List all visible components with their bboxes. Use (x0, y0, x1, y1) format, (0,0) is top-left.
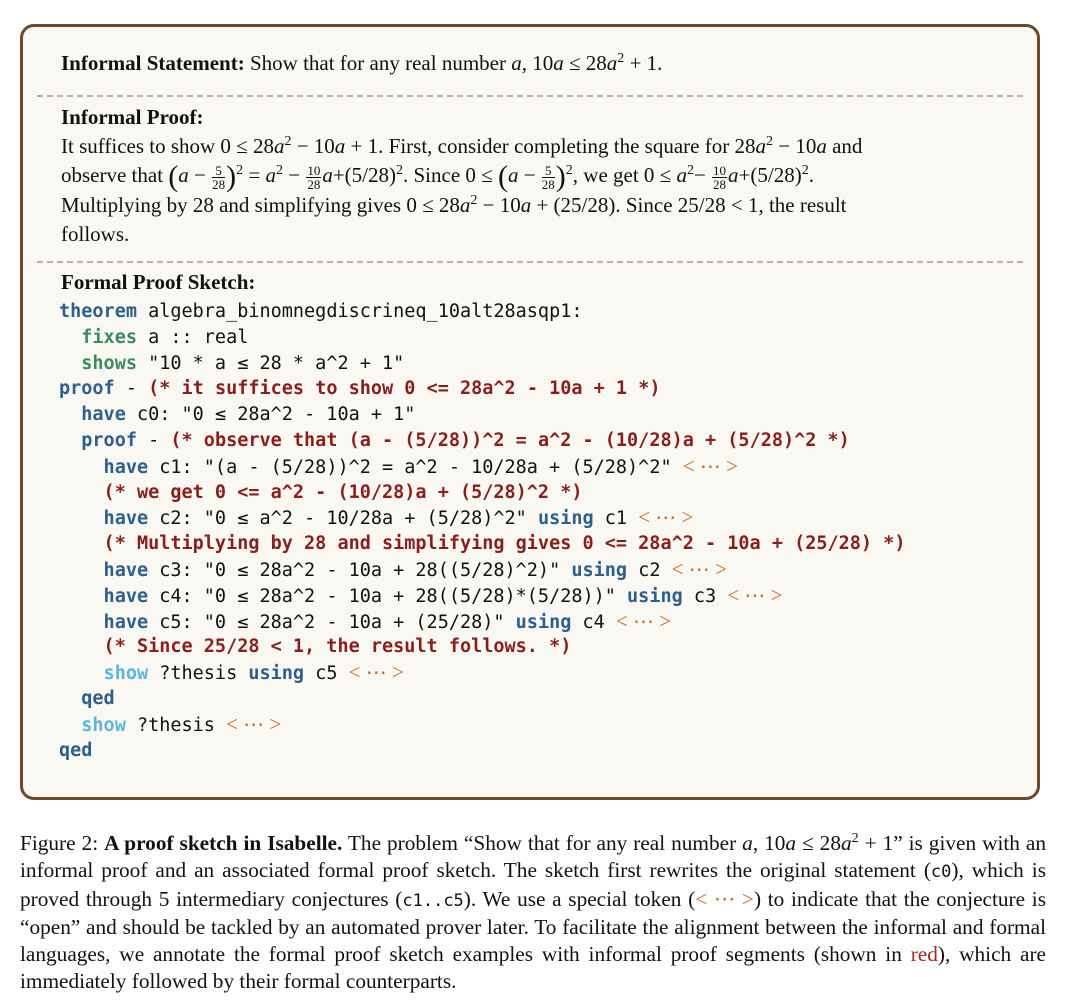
caption-label: Figure 2: (20, 831, 99, 855)
informal-proof (61, 103, 1003, 249)
code-token: c5 (304, 663, 349, 685)
proof-line-1: It suffices to show $0 \le 28a^2 - 10a + 1$. First, consider completing the square for $28a^2 - 10a$ and (61, 134, 863, 158)
code-token: proof (59, 429, 137, 451)
code-line (59, 557, 905, 583)
code-token: have (59, 456, 149, 478)
code-line (59, 480, 905, 506)
figure-caption: Figure 2: A proof sketch in Isabelle. The problem “Show that for any real number a, $10a \le 28a^2 + 1$” is given with an informal proof and an associated formal proof sketch. The sketch first rewrites the original statement (c0), which is proved through 5 intermediary conjectures (c1..c5). We use a special token (< ⋯ >) to indicate that the conjecture is “open” and should be tackled by an automated prover later. To facilitate the alignment between the informal and formal languages, we annotate the formal proof sketch examples with informal proof segments (shown in red), which are immediately followed by their formal counterparts. (20, 830, 1047, 993)
code-token: shows (59, 352, 137, 374)
open-token: < ⋯ > (348, 660, 404, 685)
code-token: c4 (571, 611, 616, 633)
proof-line-2: observe that (a − $\frac{5}{28}$ )$^2 = a^2$ − $\frac{10}{28}$ $a+(5/28)^2$. Since 0 ≤ (a − $\frac{5}{28}$ )$^2$, we get $0 \le a^2-$ $\frac{10}{28}$ $a+(5/28)^2$. (61, 160, 814, 193)
code-line (59, 583, 905, 609)
caption-title: A proof sketch in Isabelle. (104, 831, 343, 855)
code-token: c3: "0 ≤ 28a^2 - 10a + 28((5/28)^2)" (148, 559, 572, 581)
code-token: using (627, 585, 683, 607)
statement-heading: Informal Statement: (61, 51, 245, 75)
code-token: have (59, 611, 149, 633)
code-token: ?thesis (148, 663, 249, 685)
open-token: < ⋯ > (638, 505, 694, 530)
open-token: < ⋯ > (682, 453, 738, 478)
code-token: - (114, 378, 149, 400)
code-token: show (59, 714, 126, 736)
sketch-heading: Formal Proof Sketch: (61, 270, 256, 294)
code-token: a :: real (136, 326, 249, 348)
code-line (59, 325, 905, 351)
statement-text: Show that for any real number (249, 51, 506, 75)
code-token: c2 (627, 559, 672, 581)
code-line (59, 505, 905, 531)
code-token: c1: "(a - (5/28))^2 = a^2 - 10/28a + (5/28)^2" (148, 456, 683, 478)
code-token: algebra_binomnegdiscrineq_10alt28asqp1: (136, 301, 583, 322)
informal-comment: (* observe that (a - (5/28))^2 = a^2 - (10/28)a + (5/28)^2 *) (170, 429, 850, 451)
code-token: c0: "0 ≤ 28a^2 - 10a + 1" (125, 404, 416, 426)
code-line (59, 428, 905, 454)
divider (37, 261, 1023, 263)
code-line (59, 376, 905, 402)
informal-comment: (* it suffices to show 0 <= 28a^2 - 10a + 1 *) (148, 378, 661, 400)
formal-sketch-heading-wrap (61, 268, 1003, 297)
code-line (59, 686, 905, 712)
proof-heading: Informal Proof: (61, 105, 204, 129)
code-line (59, 454, 905, 480)
code-token: using (571, 559, 628, 581)
open-token: < ⋯ > (727, 582, 783, 607)
informal-comment: (* we get 0 <= a^2 - (10/28)a + (5/28)^2 *) (59, 481, 583, 503)
code-token: using (248, 663, 305, 685)
proof-line-4: follows. (61, 222, 130, 246)
code-line (59, 609, 905, 635)
code-line (59, 531, 905, 557)
informal-statement: Informal Statement: Show that for any real number a, $10a \le 28a^2 + 1$. (61, 51, 663, 75)
code-token: using (515, 611, 572, 633)
code-token: show (59, 663, 149, 685)
informal-comment: (* Since 25/28 < 1, the result follows. *) (59, 636, 572, 658)
code-token: have (59, 508, 149, 530)
code-line (59, 634, 905, 660)
code-line (59, 351, 905, 377)
code-token: ?thesis (125, 714, 227, 736)
formal-proof-code (59, 299, 905, 763)
code-line (59, 660, 905, 686)
informal-comment: (* Multiplying by 28 and simplifying gives 0 <= 28a^2 - 10a + (25/28) *) (59, 533, 906, 555)
code-line (59, 712, 905, 738)
open-token: < ⋯ > (695, 886, 754, 911)
divider (37, 95, 1023, 97)
code-token: theorem (59, 301, 137, 322)
code-token: have (59, 559, 149, 581)
open-token: < ⋯ > (671, 556, 727, 581)
code-token: c1 (593, 508, 639, 530)
code-token: "10 * a ≤ 28 * a^2 + 1" (136, 352, 405, 374)
code-token: have (59, 404, 126, 426)
open-token: < ⋯ > (615, 608, 672, 633)
code-line (59, 299, 905, 325)
proof-sketch-box (20, 24, 1040, 800)
code-token: c3 (682, 585, 728, 607)
code-token: fixes (59, 326, 137, 348)
code-token: proof (59, 378, 115, 400)
open-token: < ⋯ > (226, 711, 282, 736)
code-token: c4: "0 ≤ 28a^2 - 10a + 28((5/28)*(5/28))" (148, 585, 628, 607)
code-token: - (136, 429, 171, 451)
proof-line-3: Multiplying by 28 and simplifying gives $0 \le 28a^2 - 10a + (25/28)$. Since 25/28 < 1, the result (61, 193, 847, 217)
code-line (59, 402, 905, 428)
code-token: c5: "0 ≤ 28a^2 - 10a + (25/28)" (148, 611, 516, 633)
code-token: qed (59, 687, 115, 709)
code-token: using (537, 508, 594, 530)
code-line (59, 738, 905, 764)
code-token: qed (59, 739, 93, 761)
code-token: have (59, 585, 149, 607)
code-token: c2: "0 ≤ a^2 - 10/28a + (5/28)^2" (148, 508, 538, 530)
